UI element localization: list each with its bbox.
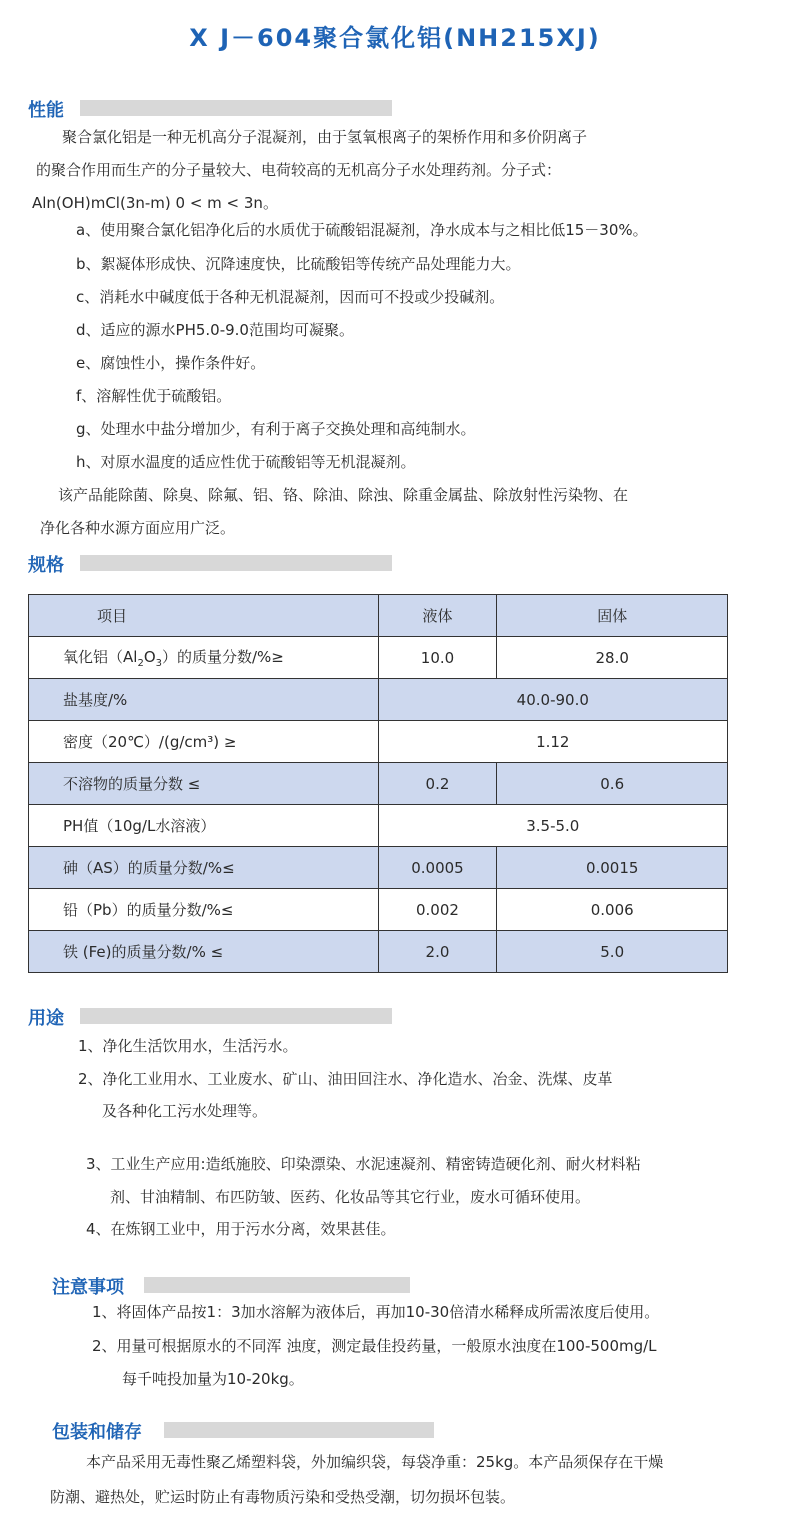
uses-line: 3、工业生产应用:造纸施胶、印染漂染、水泥速凝剂、精密铸造硬化剂、耐火材料粘 [86,1155,641,1173]
table-row [29,679,728,721]
row-solid-value: 0.6 [497,763,728,805]
performance-item: f、溶解性优于硫酸铝。 [76,387,232,405]
performance-item: h、对原水温度的适应性优于硫酸铝等无机混凝剂。 [76,453,416,471]
performance-item: g、处理水中盐分增加少，有利于离子交换处理和高纯制水。 [76,420,476,438]
notes-line: 每千吨投加量为10-20kg。 [122,1370,304,1388]
packaging-heading-bar [164,1422,434,1438]
performance-closing-line: 净化各种水源方面应用广泛。 [40,519,236,537]
page-title: X J－604聚合氯化铝(NH215XJ) [189,24,601,52]
performance-heading [28,96,393,121]
row-liquid-value: 10.0 [378,637,497,679]
table-row [29,931,728,973]
row-value: 1.12 [378,721,727,763]
row-solid-value: 0.006 [497,889,728,931]
row-solid-value: 5.0 [497,931,728,973]
packaging-heading-label: 包装和储存 [52,1422,142,1443]
row-liquid-value: 0.002 [378,889,497,931]
row-name: 不溶物的质量分数 ≤ [29,763,379,805]
table-row [29,889,728,931]
row-liquid-value: 2.0 [378,931,497,973]
notes-line: 1、将固体产品按1：3加水溶解为液体后，再加10-30倍清水稀释成所需浓度后使用。 [92,1303,660,1321]
uses-line: 1、净化生活饮用水，生活污水。 [78,1037,298,1055]
uses-line: 及各种化工污水处理等。 [102,1102,268,1120]
specs-heading [28,551,393,576]
uses-heading [28,1004,393,1029]
table-row [29,847,728,889]
packaging-line: 防潮、避热处，贮运时防止有毒物质污染和受热受潮，切勿损坏包装。 [50,1488,516,1506]
performance-heading-label: 性能 [28,100,64,121]
row-name: 铁 (Fe)的质量分数/% ≤ [29,931,379,973]
row-value: 40.0-90.0 [378,679,727,721]
performance-item: a、使用聚合氯化铝净化后的水质优于硫酸铝混凝剂，净水成本与之相比低15－30%。 [76,221,648,239]
notes-heading-label: 注意事项 [52,1277,124,1298]
row-value: 3.5-5.0 [378,805,727,847]
packaging-heading [52,1418,437,1443]
performance-item: d、适应的源水PH5.0-9.0范围均可凝聚。 [76,321,354,339]
performance-intro-line: 聚合氯化铝是一种无机高分子混凝剂，由于氢氧根离子的架桥作用和多价阴离子 [62,128,588,146]
uses-line: 4、在炼钢工业中，用于污水分离，效果甚佳。 [86,1220,396,1238]
table-row [29,763,728,805]
packaging-line: 本产品采用无毒性聚乙烯塑料袋，外加编织袋，每袋净重：25kg。本产品须保存在干燥 [86,1453,664,1471]
row-name: PH值（10g/L水溶液） [29,805,379,847]
table-header-row [29,595,728,637]
row-liquid-value: 0.0005 [378,847,497,889]
performance-item: b、絮凝体形成快、沉降速度快，比硫酸铝等传统产品处理能力大。 [76,255,521,273]
row-name: 铅（Pb）的质量分数/%≤ [29,889,379,931]
row-solid-value: 28.0 [497,637,728,679]
performance-heading-bar [80,100,392,116]
uses-line: 2、净化工业用水、工业废水、矿山、油田回注水、净化造水、冶金、洗煤、皮革 [78,1070,613,1088]
notes-line: 2、用量可根据原水的不同浑 浊度，测定最佳投药量，一般原水浊度在100-500mg/L [92,1337,657,1355]
performance-item: e、腐蚀性小，操作条件好。 [76,354,266,372]
notes-heading-bar [144,1277,410,1293]
header-item: 项目 [29,595,379,637]
performance-intro-line: Aln(OH)mCl(3n-m) 0 < m < 3n。 [32,194,278,212]
table-row [29,637,728,679]
uses-heading-label: 用途 [28,1008,64,1029]
performance-closing-line: 该产品能除菌、除臭、除氟、铝、铬、除油、除浊、除重金属盐、除放射性污染物、在 [58,486,629,504]
spec-table [28,594,728,973]
header-liquid: 液体 [378,595,497,637]
row-name: 砷（AS）的质量分数/%≤ [29,847,379,889]
uses-heading-bar [80,1008,392,1024]
row-solid-value: 0.0015 [497,847,728,889]
performance-item: c、消耗水中碱度低于各种无机混凝剂，因而可不投或少投碱剂。 [76,288,505,306]
row-name: 密度（20℃）/(g/cm³) ≥ [29,721,379,763]
row-name: 氧化铝$(Al_2O_3)$的质量分数/%≥ [29,637,379,679]
table-row [29,721,728,763]
notes-heading [52,1273,412,1298]
performance-intro-line: 的聚合作用而生产的分子量较大、电荷较高的无机高分子水处理药剂。分子式： [36,161,562,179]
specs-heading-bar [80,555,392,571]
specs-heading-label: 规格 [28,555,64,576]
header-solid: 固体 [497,595,728,637]
uses-line: 剂、甘油精制、布匹防皱、医药、化妆品等其它行业，废水可循环使用。 [110,1188,591,1206]
row-name: 盐基度/% [29,679,379,721]
table-row [29,805,728,847]
row-liquid-value: 0.2 [378,763,497,805]
